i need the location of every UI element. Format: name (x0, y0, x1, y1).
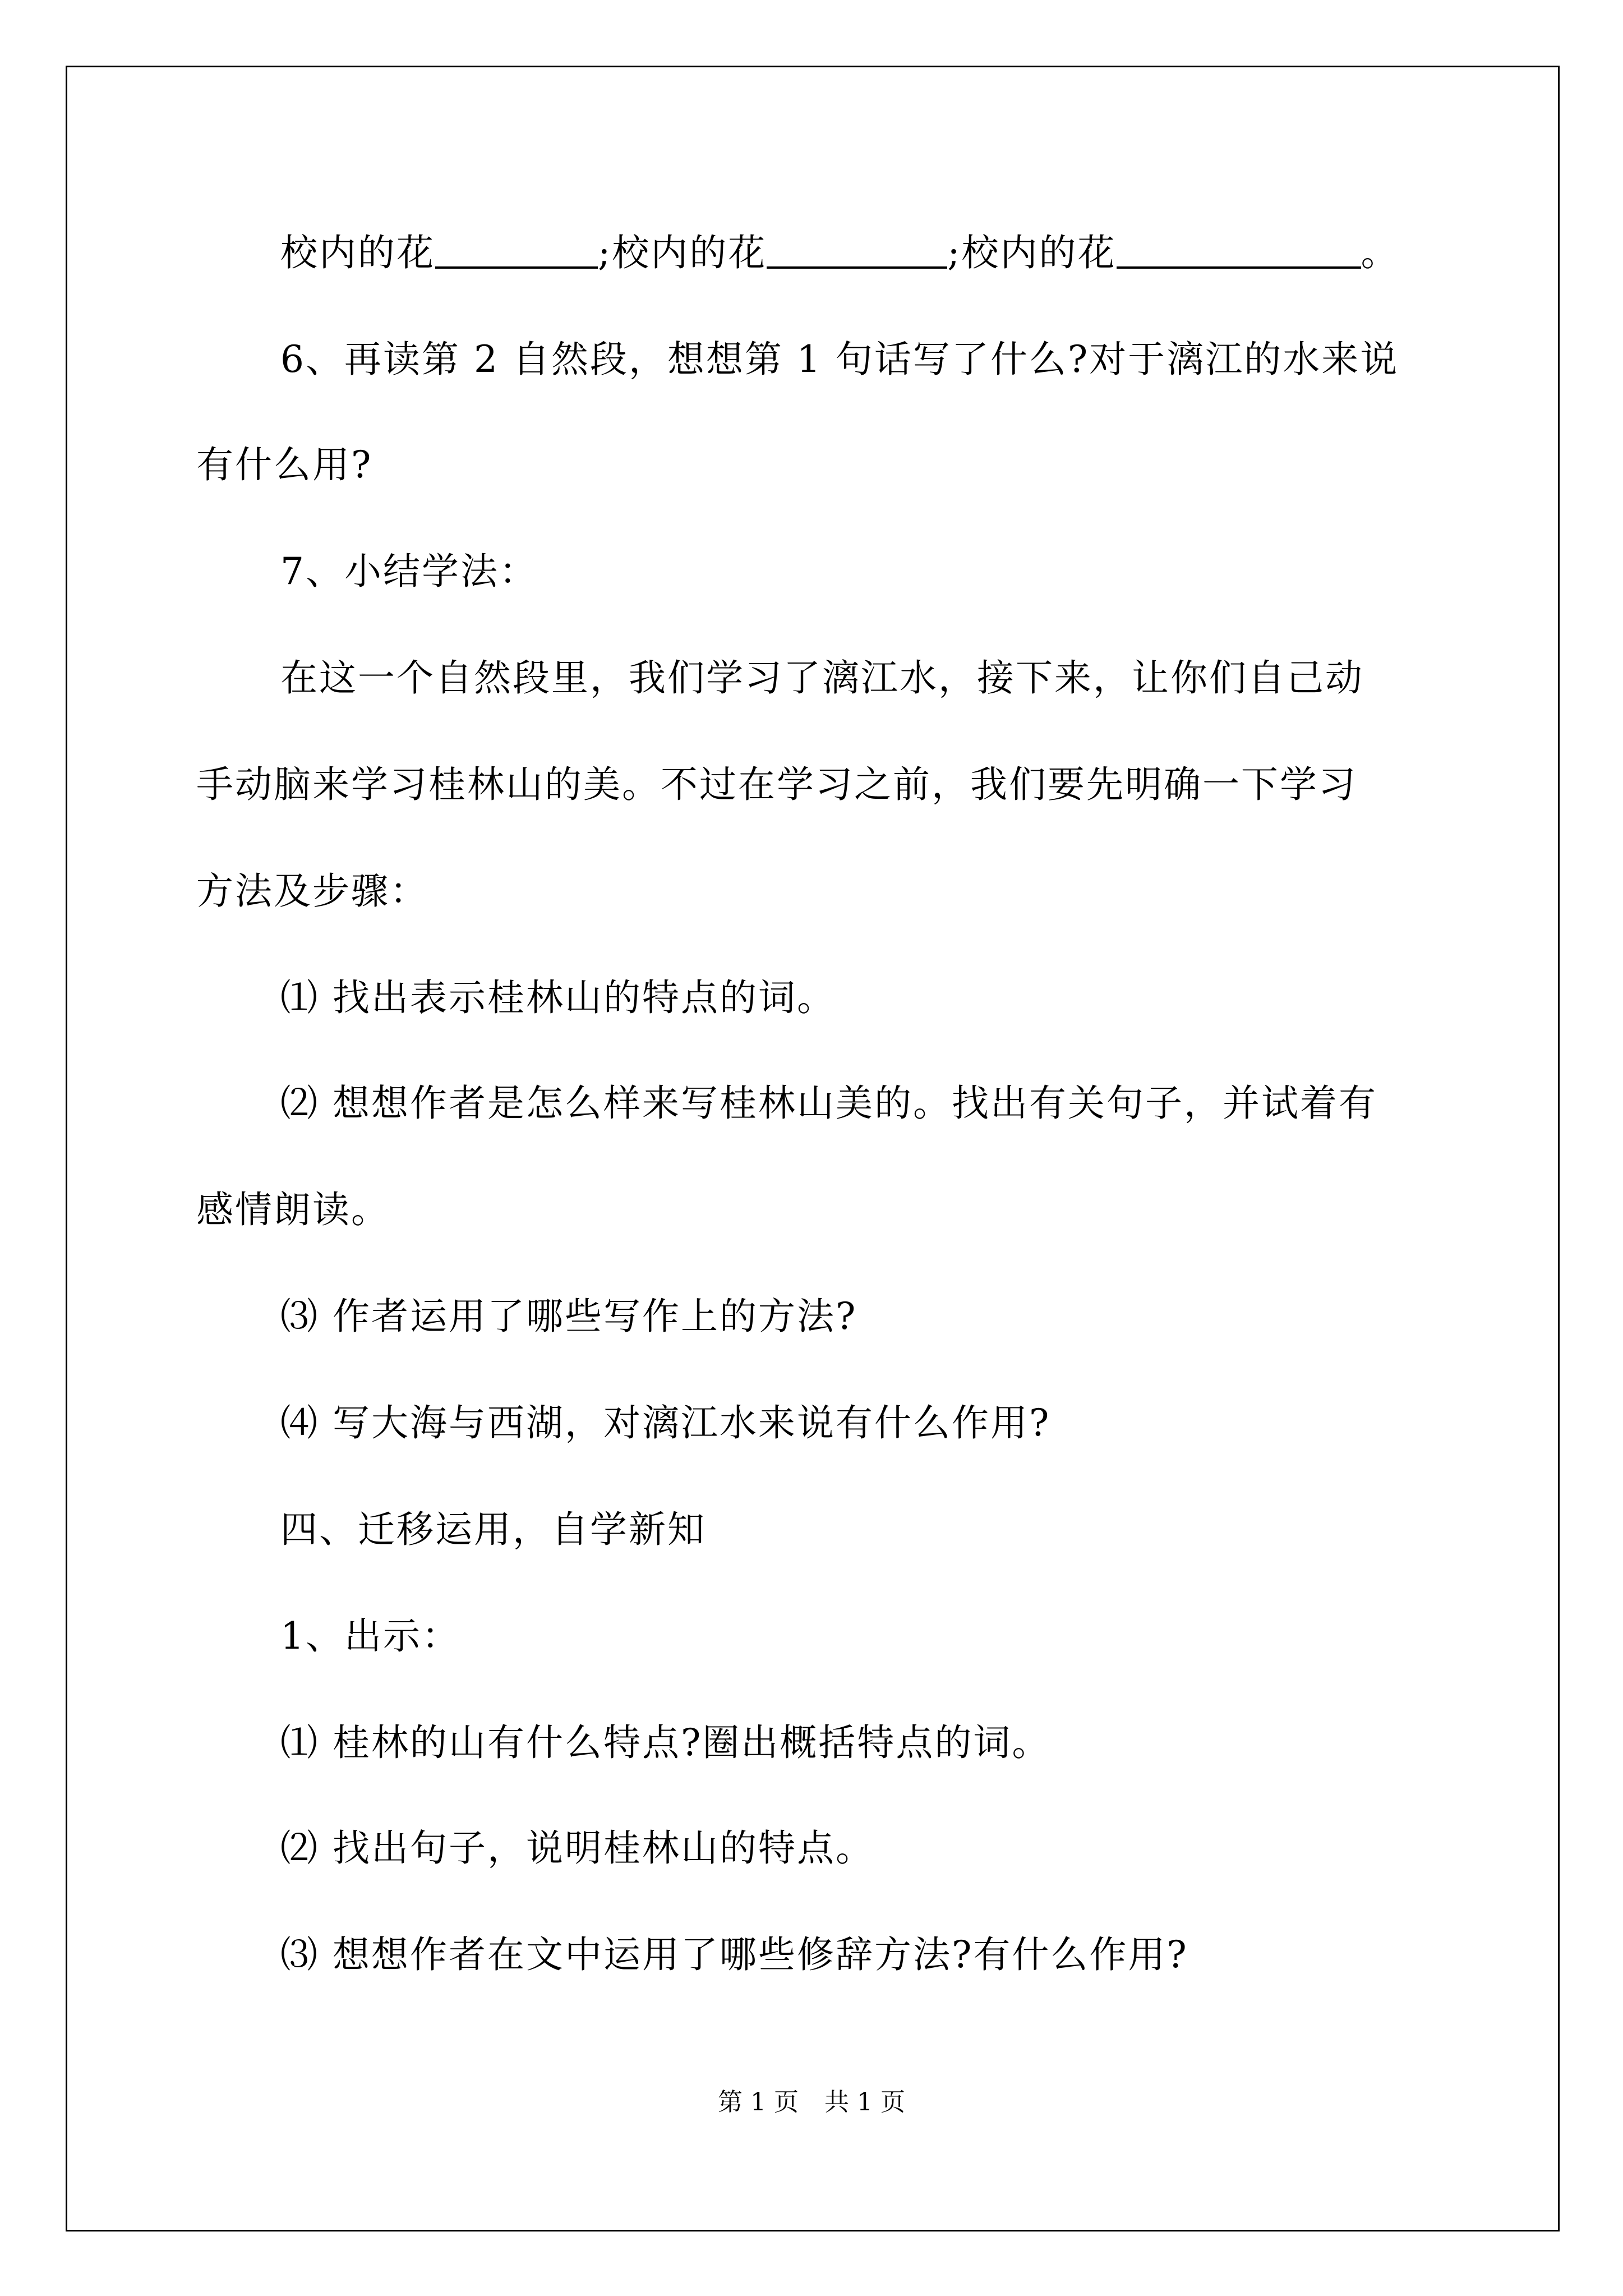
step-3: ⑶ 作者运用了哪些写作上的方法? (280, 1295, 857, 1338)
paragraph-line-2: 手动脑来学习桂林山的美。不过在学习之前，我们要先明确一下学习 (196, 763, 1357, 806)
show-item-1: ⑴ 桂林的山有什么特点?圈出概括特点的词。 (280, 1721, 1051, 1764)
question-6-line-2: 有什么用? (196, 443, 373, 486)
question-7: 7、小结学法： (280, 550, 538, 593)
fill-end: 。 (1361, 231, 1400, 274)
show-item-3: ⑶ 想想作者在文中运用了哪些修辞方法?有什么作用? (280, 1933, 1188, 1976)
show-item-2: ⑵ 找出句子，说明桂林山的特点。 (280, 1826, 874, 1870)
step-2-line-1: ⑵ 想想作者是怎么样来写桂林山美的。找出有关句子，并试着有 (280, 1082, 1377, 1125)
blank-2[interactable] (767, 233, 947, 269)
fill-sep-1: ; (598, 231, 612, 274)
page-total: 共 1 页 (824, 2088, 905, 2116)
step-1: ⑴ 找出表示桂林山的特点的词。 (280, 976, 836, 1019)
blank-3[interactable] (1117, 233, 1361, 269)
fill-label-2: 校内的花 (612, 231, 767, 274)
paragraph-line-1: 在这一个自然段里，我们学习了漓江水，接下来，让你们自己动 (280, 656, 1364, 700)
paragraph-line-3: 方法及步骤： (196, 869, 428, 913)
fill-label-1: 校内的花 (280, 231, 435, 274)
page-footer (0, 2086, 1623, 2119)
blank-1[interactable] (435, 233, 598, 269)
step-2-line-2: 感情朗读。 (196, 1188, 390, 1231)
fill-label-3: 校内的花 (961, 231, 1117, 274)
step-4: ⑷ 写大海与西湖，对漓江水来说有什么作用? (280, 1401, 1051, 1444)
fill-sep-2: ; (947, 231, 962, 274)
question-6-line-1: 6、再读第 2 自然段，想想第 1 句话写了什么?对于漓江的水来说 (280, 338, 1399, 381)
section-4-heading: 四、迁移运用，自学新知 (280, 1508, 706, 1551)
fill-in-blank-line (280, 228, 1400, 278)
page-border (66, 66, 1560, 2231)
page-number: 第 1 页 (718, 2088, 799, 2116)
show-heading: 1、出示： (280, 1614, 460, 1658)
